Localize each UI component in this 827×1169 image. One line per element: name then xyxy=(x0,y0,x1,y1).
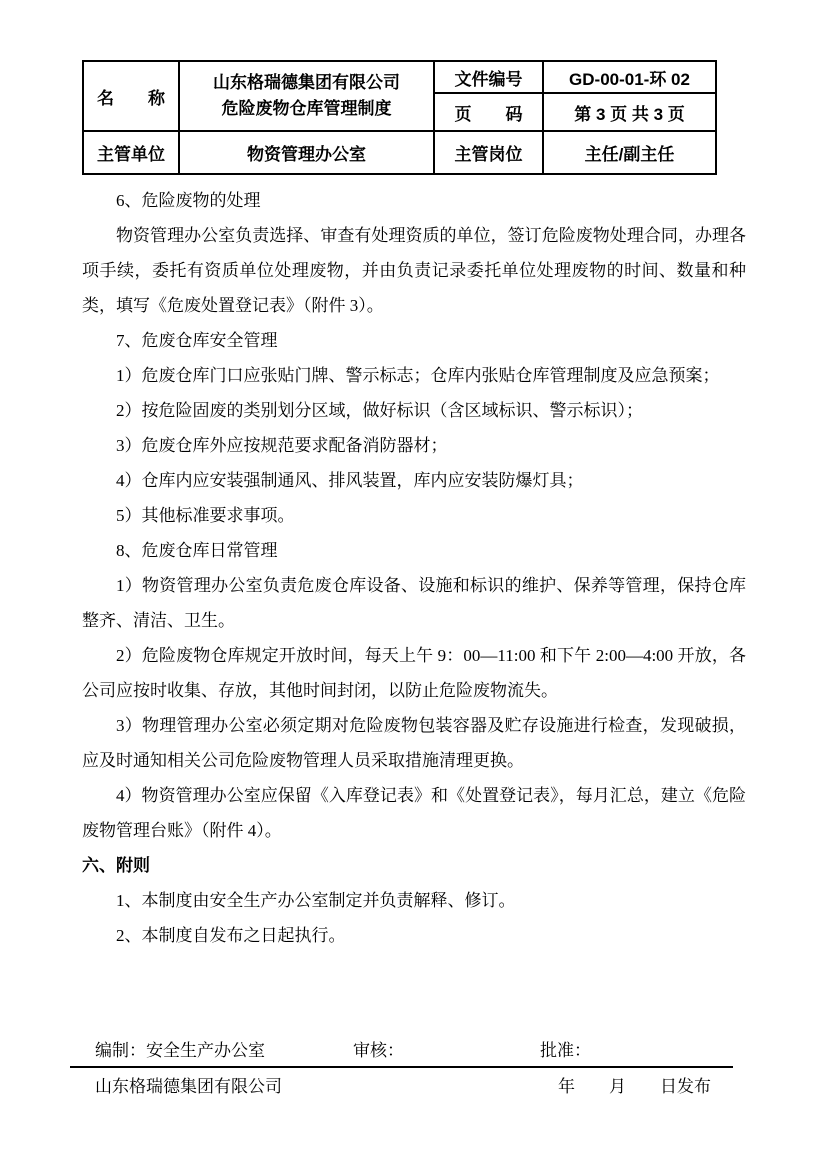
name-label-cell: 名 称 xyxy=(83,61,179,131)
document-title-line: 危险废物仓库管理制度 xyxy=(221,99,392,118)
page-code-value-cell: 第 3 页 共 3 页 xyxy=(543,93,716,131)
paragraph: 1）物资管理办公室负责危废仓库设备、设施和标识的维护、保养等管理，保持仓库整齐、清洁、卫生。 xyxy=(82,576,746,630)
paragraph: 物资管理办公室负责选择、审查有处理资质的单位，签订危险废物处理合同，办理各项手续，委托有资质单位处理废物，并由负责记录委托单位处理废物的时间、数量和种类，填写《危废处置登记表》（附件 3）。 xyxy=(82,226,746,315)
doc-number-value-cell: GD-00-01-环 02 xyxy=(543,61,716,93)
dept-label-cell: 主管单位 xyxy=(83,131,179,174)
section-heading-appendix: 六、附则 xyxy=(82,856,150,875)
footer-company-name: 山东格瑞德集团有限公司 xyxy=(95,1077,282,1096)
document-header-table xyxy=(82,60,717,175)
paragraph: 5）其他标准要求事项。 xyxy=(116,506,295,525)
paragraph: 1、本制度由安全生产办公室制定并负责解释、修订。 xyxy=(116,891,516,910)
footer-divider-line xyxy=(70,1066,733,1068)
dept-value-cell: 物资管理办公室 xyxy=(179,131,434,174)
page-code-label-cell: 页 码 xyxy=(434,93,543,131)
footer-approved-by: 批准： xyxy=(540,1041,591,1060)
document-body xyxy=(82,183,746,953)
paragraph: 3）危废仓库外应按规范要求配备消防器材； xyxy=(116,436,448,455)
post-value-cell: 主任/副主任 xyxy=(543,131,716,174)
paragraph: 6、危险废物的处理 xyxy=(116,191,261,210)
paragraph: 3）物理管理办公室必须定期对危险废物包装容器及贮存设施进行检查，发现破损，应及时通知相关公司危险废物管理人员采取措施清理更换。 xyxy=(82,716,746,770)
doc-number-label-cell: 文件编号 xyxy=(434,61,543,93)
paragraph: 7、危废仓库安全管理 xyxy=(116,331,278,350)
paragraph: 2）危险废物仓库规定开放时间，每天上午 9：00—11:00 和下午 2:00—4:00 开放，各公司应按时收集、存放，其他时间封闭，以防止危险废物流失。 xyxy=(82,646,746,700)
company-name-line: 山东格瑞德集团有限公司 xyxy=(213,73,400,92)
footer-prepared-by: 编制：安全生产办公室 xyxy=(95,1041,265,1060)
post-label-cell: 主管岗位 xyxy=(434,131,543,174)
footer-reviewed-by: 审核： xyxy=(353,1041,404,1060)
footer-publish-date: 年 月 日发布 xyxy=(558,1077,711,1096)
document-title-cell xyxy=(179,61,434,131)
paragraph: 4）物资管理办公室应保留《入库登记表》和《处置登记表》，每月汇总，建立《危险废物管理台账》（附件 4）。 xyxy=(82,786,746,840)
paragraph: 4）仓库内应安装强制通风、排风装置，库内应安装防爆灯具； xyxy=(116,471,584,490)
paragraph: 1）危废仓库门口应张贴门牌、警示标志；仓库内张贴仓库管理制度及应急预案； xyxy=(116,366,720,385)
paragraph: 2、本制度自发布之日起执行。 xyxy=(116,926,346,945)
paragraph: 2）按危险固废的类别划分区域，做好标识（含区域标识、警示标识）； xyxy=(116,401,643,420)
paragraph: 8、危废仓库日常管理 xyxy=(116,541,278,560)
